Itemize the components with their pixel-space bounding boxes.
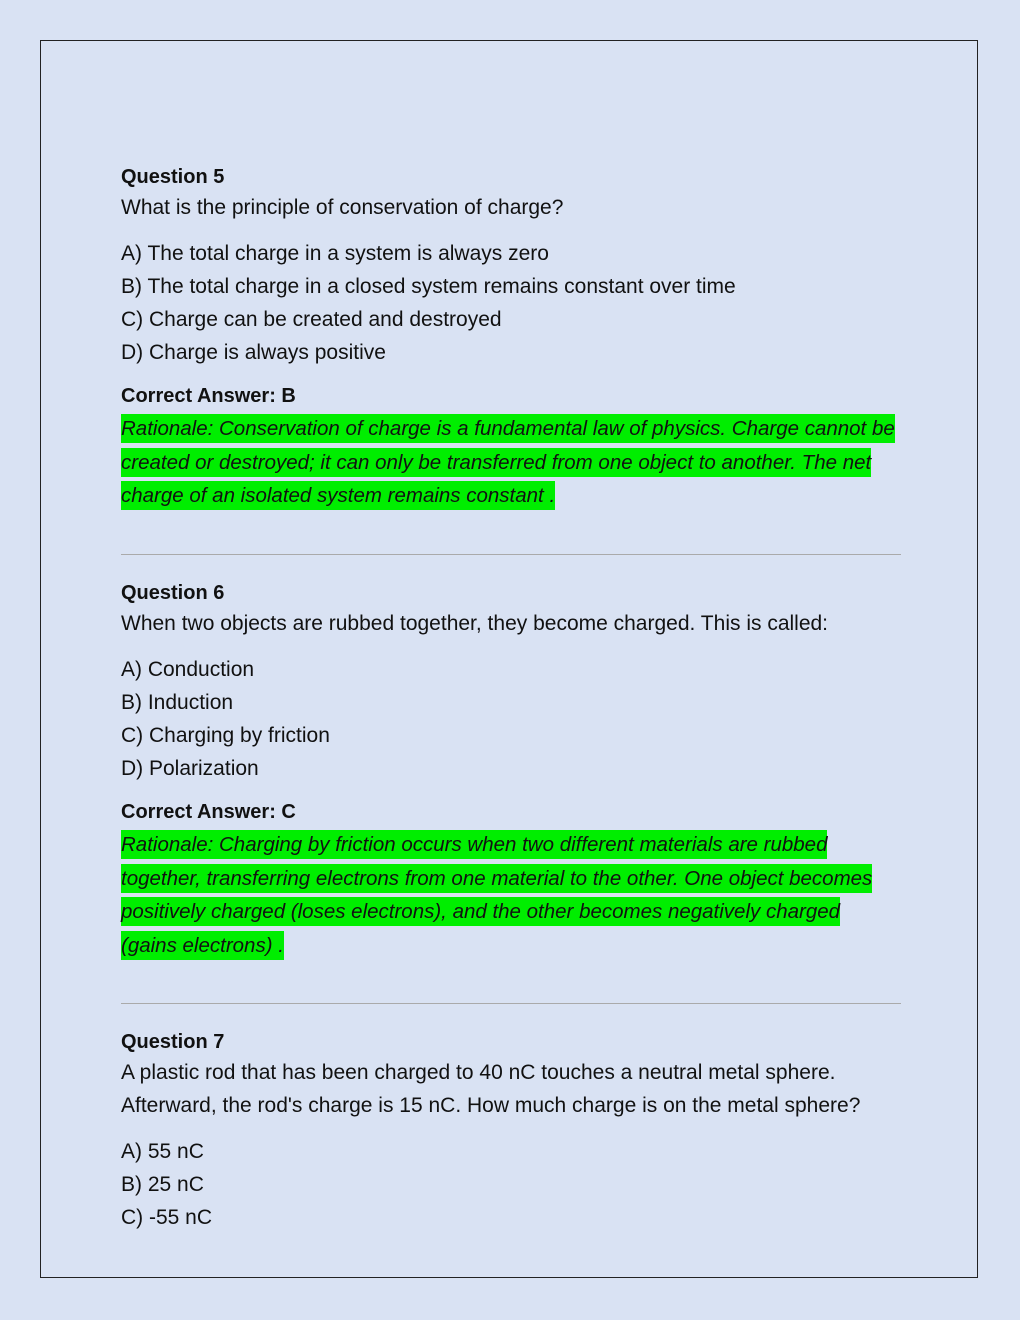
option-b: B) 25 nC (121, 1173, 204, 1196)
option-a: A) Conduction (121, 658, 255, 681)
option-a: A) The total charge in a system is always zero (121, 242, 549, 265)
option-b: B) Induction (121, 691, 234, 714)
option-c: C) Charge can be created and destroyed (121, 308, 502, 331)
option-c: C) -55 nC (121, 1206, 213, 1229)
question-text: When two objects are rubbed together, they become charged. This is called: (121, 612, 829, 635)
options-list (121, 653, 881, 785)
options-list (121, 237, 901, 369)
question-title: Question 6 (121, 582, 225, 604)
question-title: Question 5 (121, 166, 225, 188)
rationale (121, 828, 881, 962)
document-page (40, 40, 978, 1278)
question-title: Question 7 (121, 1031, 225, 1053)
option-c: C) Charging by friction (121, 724, 330, 747)
option-a: A) 55 nC (121, 1140, 204, 1163)
question-7 (121, 1028, 901, 1234)
section-divider (121, 554, 901, 555)
option-d: D) Charge is always positive (121, 341, 386, 364)
option-b: B) The total charge in a closed system remains constant over time (121, 275, 736, 298)
correct-answer: Correct Answer: B (121, 385, 296, 407)
rationale (121, 412, 901, 513)
options-list (121, 1135, 901, 1234)
question-5 (121, 163, 901, 513)
option-d: D) Polarization (121, 757, 259, 780)
rationale-text: Rationale: Conservation of charge is a fundamental law of physics. Charge cannot be created or destroyed; it can only be transferred from one object to another. The net charge of an isolated system remains constant . (121, 414, 895, 510)
section-divider (121, 1003, 901, 1004)
question-text: A plastic rod that has been charged to 40 nC touches a neutral metal sphere. Afterward, the rod's charge is 15 nC. How much charge is on the metal sphere? (121, 1061, 861, 1117)
correct-answer: Correct Answer: C (121, 801, 296, 823)
question-text: What is the principle of conservation of charge? (121, 196, 564, 219)
rationale-text: Rationale: Charging by friction occurs when two different materials are rubbed together, transferring electrons from one material to the other. One object becomes positively charged (loses electrons), and the other becomes negatively charged (gains electrons) . (121, 830, 872, 960)
question-6 (121, 579, 881, 962)
